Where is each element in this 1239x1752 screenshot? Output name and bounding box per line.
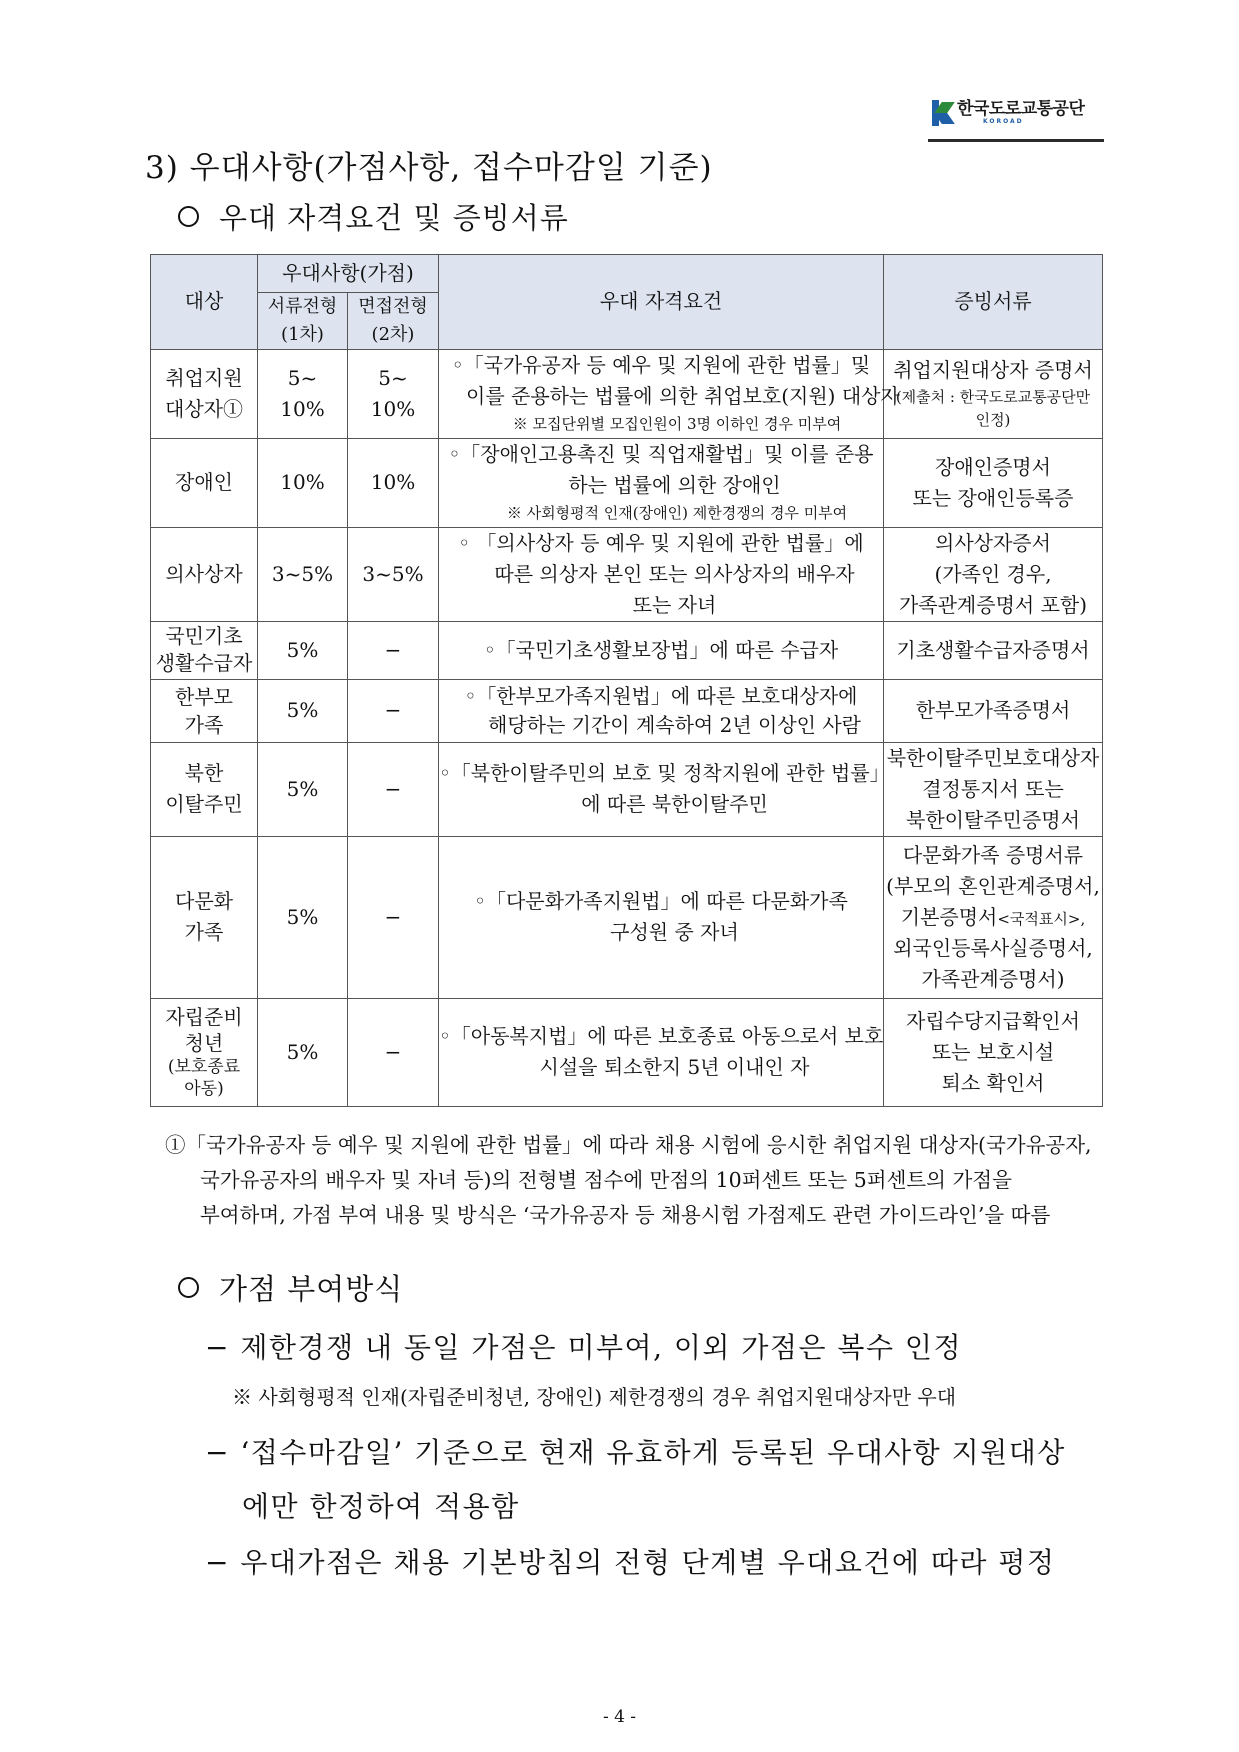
subtitle-text: 가점 부여방식 <box>219 1272 404 1306</box>
table-row <box>151 527 1103 621</box>
table-row <box>151 679 1103 742</box>
target-cell: 취업지원 대상자① <box>151 349 258 438</box>
table-row <box>151 349 1103 438</box>
interview-bonus-cell: − <box>348 621 439 679</box>
condition-cell: ◦「한부모가족지원법」에 따른 보호대상자에 해당하는 기간이 계속하여 2년 이상인 사람 <box>439 679 884 742</box>
interview-bonus-cell: − <box>348 742 439 836</box>
header-doc-stage: 서류전형 (1차) <box>258 293 348 350</box>
header-rule <box>928 139 1104 142</box>
target-cell: 장애인 <box>151 438 258 527</box>
target-cell: 북한 이탈주민 <box>151 742 258 836</box>
footnote <box>165 1128 1110 1233</box>
condition-cell: ◦ 「의사상자 등 예우 및 지원에 관한 법률」에 따른 의상자 본인 또는 의사상자의 배우자 또는 자녀 <box>439 527 884 621</box>
header-interview-stage: 면접전형 (2차) <box>348 293 439 350</box>
org-sub: KOROAD <box>983 118 1024 125</box>
subtitle-text: 우대 자격요건 및 증빙서류 <box>219 201 569 235</box>
interview-bonus-cell: − <box>348 998 439 1106</box>
condition-cell: ◦「북한이탈주민의 보호 및 정착지원에 관한 법률」 에 따른 북한이탈주민 <box>439 742 884 836</box>
footnote-line: ①「국가유공자 등 예우 및 지원에 관한 법률」에 따라 채용 시험에 응시한 취업지원 대상자(국가유공자, <box>165 1133 1092 1157</box>
doc-bonus-cell: 5% <box>258 679 348 742</box>
koroad-logo-icon <box>932 100 952 126</box>
evidence-cell: 자립수당지급확인서 또는 보호시설 퇴소 확인서 <box>884 998 1103 1106</box>
method-item: − ‘접수마감일’ 기준으로 현재 유효하게 등록된 우대사항 지원대상 <box>205 1436 1066 1469</box>
interview-bonus-cell: 5~ 10% <box>348 349 439 438</box>
table-row <box>151 621 1103 679</box>
doc-bonus-cell: 3~5% <box>258 527 348 621</box>
target-cell: 다문화 가족 <box>151 836 258 998</box>
target-cell: 한부모 가족 <box>151 679 258 742</box>
evidence-cell: 장애인증명서 또는 장애인등록증 <box>884 438 1103 527</box>
interview-bonus-cell: − <box>348 679 439 742</box>
table-row <box>151 438 1103 527</box>
evidence-cell: 의사상자증서 (가족인 경우, 가족관계증명서 포함) <box>884 527 1103 621</box>
footnote-line: 부여하며, 가점 부여 내용 및 방식은 ‘국가유공자 등 채용시험 가점제도 관련 가이드라인’을 따름 <box>200 1203 1051 1227</box>
doc-bonus-cell: 5% <box>258 742 348 836</box>
doc-bonus-cell: 5% <box>258 836 348 998</box>
header-target: 대상 <box>151 255 258 350</box>
table-row <box>151 998 1103 1106</box>
header-bonus: 우대사항(가점) <box>258 255 439 293</box>
method-item: − 제한경쟁 내 동일 가점은 미부여, 이외 가점은 복수 인정 <box>205 1331 963 1364</box>
target-cell: 국민기초 생활수급자 <box>151 621 258 679</box>
method-note: ※ 사회형평적 인재(자립준비청년, 장애인) 제한경쟁의 경우 취업지원대상자만 우대 <box>232 1385 957 1409</box>
condition-cell: ◦「국가유공자 등 예우 및 지원에 관한 법률」및 이를 준용하는 법률에 의한 취업보호(지원) 대상자 ※ 모집단위별 모집인원이 3명 이하인 경우 미부여 <box>439 349 884 438</box>
table-row <box>151 836 1103 998</box>
target-cell: 의사상자 <box>151 527 258 621</box>
header-qualification: 우대 자격요건 <box>439 255 884 350</box>
doc-bonus-cell: 5% <box>258 998 348 1106</box>
circle-bullet-icon <box>178 1277 199 1298</box>
condition-cell: ◦「장애인고용촉진 및 직업재활법」및 이를 준용 하는 법률에 의한 장애인 ※ 사회형평적 인재(장애인) 제한경쟁의 경우 미부여 <box>439 438 884 527</box>
condition-cell: ◦「아동복지법」에 따른 보호종료 아동으로서 보호 시설을 퇴소한지 5년 이내인 자 <box>439 998 884 1106</box>
method-item: − 우대가점은 채용 기본방침의 전형 단계별 우대요건에 따라 평정 <box>205 1546 1056 1579</box>
header-evidence: 증빙서류 <box>884 255 1103 350</box>
doc-bonus-cell: 5% <box>258 621 348 679</box>
evidence-cell: 다문화가족 증명서류 (부모의 혼인관계증명서, 기본증명서<국적표시>, 외국인등록사실증명서, 가족관계증명서) <box>884 836 1103 998</box>
interview-bonus-cell: − <box>348 836 439 998</box>
qualification-table <box>150 254 1103 1107</box>
page-number: - 4 - <box>602 1707 637 1727</box>
subtitle-qualification <box>178 196 569 237</box>
evidence-cell: 북한이탈주민보호대상자 결정통지서 또는 북한이탈주민증명서 <box>884 742 1103 836</box>
evidence-cell: 기초생활수급자증명서 <box>884 621 1103 679</box>
interview-bonus-cell: 3~5% <box>348 527 439 621</box>
interview-bonus-cell: 10% <box>348 438 439 527</box>
condition-cell: ◦「국민기초생활보장법」에 따른 수급자 <box>439 621 884 679</box>
evidence-cell: 취업지원대상자 증명서 (제출처 : 한국도로교통공단만 인정) <box>884 349 1103 438</box>
org-name: 한국도로교통공단 <box>957 99 1085 119</box>
org-logo <box>932 100 1084 126</box>
section-title: 3) 우대사항(가점사항, 접수마감일 기준) <box>145 150 713 186</box>
circle-bullet-icon <box>178 206 199 227</box>
condition-cell: ◦「다문화가족지원법」에 따른 다문화가족 구성원 중 자녀 <box>439 836 884 998</box>
doc-bonus-cell: 10% <box>258 438 348 527</box>
method-item-continued: 에만 한정하여 적용함 <box>242 1490 520 1523</box>
table-row <box>151 742 1103 836</box>
evidence-cell: 한부모가족증명서 <box>884 679 1103 742</box>
footnote-line: 국가유공자의 배우자 및 자녀 등)의 전형별 점수에 만점의 10퍼센트 또는 5퍼센트의 가점을 <box>200 1168 1012 1192</box>
subtitle-bonus-method <box>178 1267 403 1308</box>
doc-bonus-cell: 5~ 10% <box>258 349 348 438</box>
target-cell: 자립준비 청년 (보호종료 아동) <box>151 998 258 1106</box>
